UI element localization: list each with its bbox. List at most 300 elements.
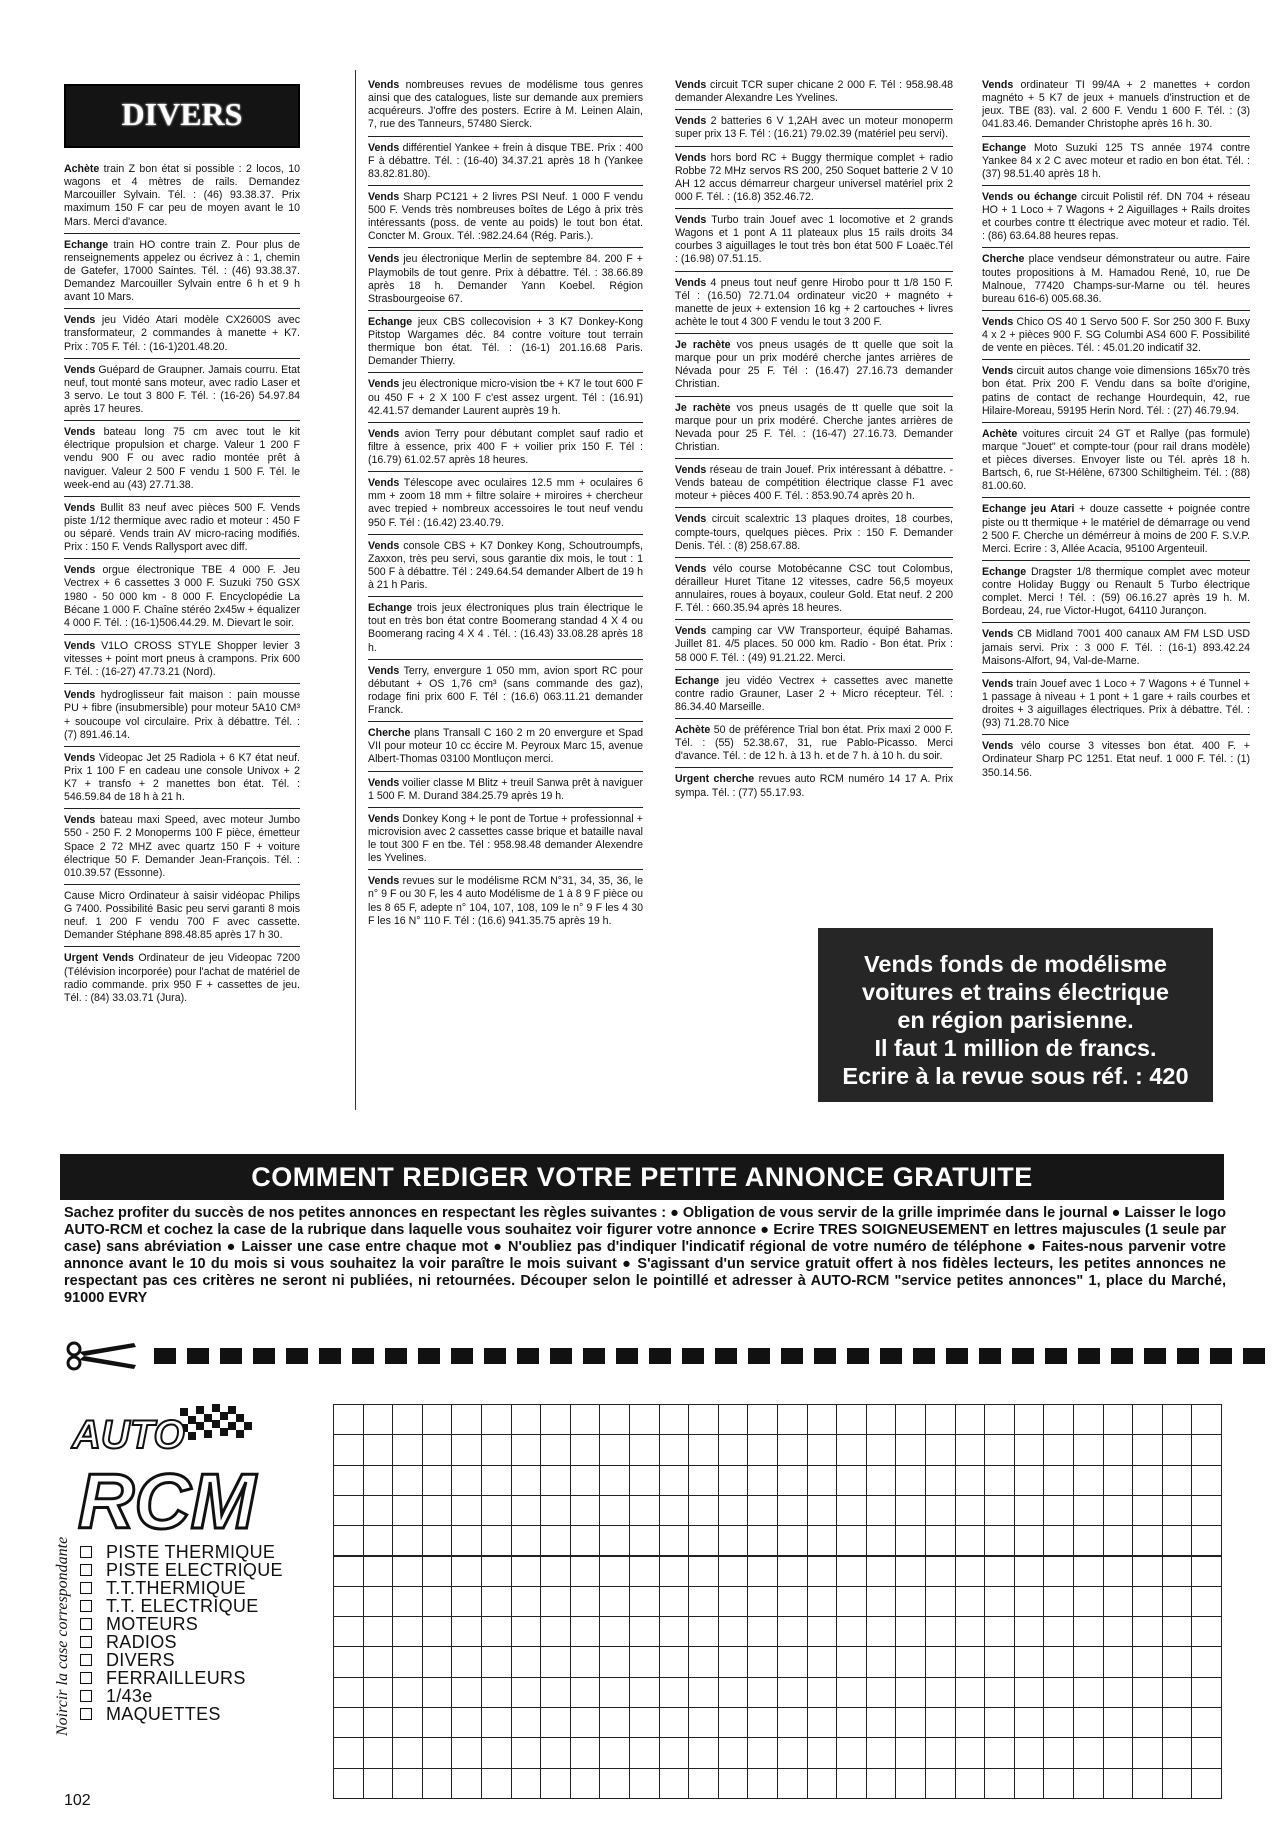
- grid-cell[interactable]: [392, 1404, 423, 1435]
- grid-cell[interactable]: [688, 1646, 719, 1677]
- grid-cell[interactable]: [984, 1586, 1015, 1617]
- grid-cell[interactable]: [955, 1404, 986, 1435]
- grid-cell[interactable]: [481, 1677, 512, 1708]
- grid-cell[interactable]: [570, 1768, 601, 1799]
- grid-cell[interactable]: [451, 1434, 482, 1465]
- grid-cell[interactable]: [807, 1616, 838, 1647]
- grid-cell[interactable]: [836, 1646, 867, 1677]
- grid-cell[interactable]: [659, 1556, 690, 1587]
- grid-cell[interactable]: [866, 1495, 897, 1526]
- grid-cell[interactable]: [481, 1556, 512, 1587]
- grid-cell[interactable]: [570, 1495, 601, 1526]
- grid-cell[interactable]: [481, 1646, 512, 1677]
- grid-cell[interactable]: [955, 1707, 986, 1738]
- grid-cell[interactable]: [777, 1646, 808, 1677]
- grid-cell[interactable]: [688, 1525, 719, 1556]
- grid-cell[interactable]: [1073, 1737, 1104, 1768]
- grid-cell[interactable]: [363, 1768, 394, 1799]
- grid-cell[interactable]: [777, 1586, 808, 1617]
- grid-cell[interactable]: [718, 1707, 749, 1738]
- grid-cell[interactable]: [1162, 1525, 1193, 1556]
- grid-cell[interactable]: [1132, 1525, 1163, 1556]
- grid-cell[interactable]: [629, 1646, 660, 1677]
- grid-cell[interactable]: [925, 1737, 956, 1768]
- grid-cell[interactable]: [925, 1707, 956, 1738]
- category-checkbox[interactable]: [80, 1654, 92, 1666]
- grid-cell[interactable]: [747, 1465, 778, 1496]
- grid-cell[interactable]: [807, 1525, 838, 1556]
- grid-cell[interactable]: [570, 1556, 601, 1587]
- grid-cell[interactable]: [1103, 1646, 1134, 1677]
- grid-cell[interactable]: [1014, 1525, 1045, 1556]
- grid-cell[interactable]: [363, 1525, 394, 1556]
- grid-cell[interactable]: [1132, 1434, 1163, 1465]
- grid-cell[interactable]: [599, 1556, 630, 1587]
- grid-cell[interactable]: [511, 1495, 542, 1526]
- grid-cell[interactable]: [599, 1646, 630, 1677]
- category-option[interactable]: [80, 1687, 283, 1705]
- grid-cell[interactable]: [451, 1586, 482, 1617]
- grid-cell[interactable]: [599, 1404, 630, 1435]
- category-option[interactable]: [80, 1705, 283, 1723]
- grid-cell[interactable]: [1103, 1404, 1134, 1435]
- grid-cell[interactable]: [807, 1495, 838, 1526]
- grid-cell[interactable]: [984, 1616, 1015, 1647]
- grid-cell[interactable]: [629, 1768, 660, 1799]
- grid-cell[interactable]: [1043, 1465, 1074, 1496]
- grid-cell[interactable]: [984, 1737, 1015, 1768]
- category-checkbox[interactable]: [80, 1690, 92, 1702]
- grid-cell[interactable]: [807, 1768, 838, 1799]
- grid-cell[interactable]: [836, 1677, 867, 1708]
- grid-cell[interactable]: [392, 1525, 423, 1556]
- grid-cell[interactable]: [777, 1404, 808, 1435]
- grid-cell[interactable]: [599, 1616, 630, 1647]
- grid-cell[interactable]: [925, 1556, 956, 1587]
- grid-cell[interactable]: [747, 1556, 778, 1587]
- grid-cell[interactable]: [747, 1434, 778, 1465]
- grid-cell[interactable]: [659, 1707, 690, 1738]
- grid-cell[interactable]: [363, 1677, 394, 1708]
- grid-cell[interactable]: [511, 1465, 542, 1496]
- grid-cell[interactable]: [333, 1646, 364, 1677]
- grid-cell[interactable]: [481, 1616, 512, 1647]
- grid-cell[interactable]: [1073, 1465, 1104, 1496]
- grid-cell[interactable]: [955, 1525, 986, 1556]
- grid-cell[interactable]: [599, 1677, 630, 1708]
- grid-cell[interactable]: [659, 1768, 690, 1799]
- grid-cell[interactable]: [1191, 1616, 1222, 1647]
- grid-cell[interactable]: [984, 1677, 1015, 1708]
- grid-cell[interactable]: [1132, 1646, 1163, 1677]
- category-checkbox[interactable]: [80, 1582, 92, 1594]
- grid-cell[interactable]: [599, 1495, 630, 1526]
- grid-cell[interactable]: [807, 1434, 838, 1465]
- grid-cell[interactable]: [570, 1404, 601, 1435]
- grid-cell[interactable]: [807, 1404, 838, 1435]
- grid-cell[interactable]: [1132, 1616, 1163, 1647]
- grid-cell[interactable]: [955, 1616, 986, 1647]
- grid-cell[interactable]: [718, 1737, 749, 1768]
- grid-cell[interactable]: [451, 1556, 482, 1587]
- grid-cell[interactable]: [451, 1495, 482, 1526]
- grid-cell[interactable]: [747, 1646, 778, 1677]
- grid-cell[interactable]: [629, 1525, 660, 1556]
- grid-cell[interactable]: [570, 1586, 601, 1617]
- grid-cell[interactable]: [599, 1586, 630, 1617]
- grid-cell[interactable]: [629, 1556, 660, 1587]
- grid-cell[interactable]: [984, 1556, 1015, 1587]
- grid-cell[interactable]: [481, 1707, 512, 1738]
- grid-cell[interactable]: [777, 1465, 808, 1496]
- grid-cell[interactable]: [1043, 1616, 1074, 1647]
- grid-cell[interactable]: [363, 1616, 394, 1647]
- category-option[interactable]: [80, 1669, 283, 1687]
- grid-cell[interactable]: [807, 1677, 838, 1708]
- grid-cell[interactable]: [1073, 1616, 1104, 1647]
- grid-cell[interactable]: [1162, 1556, 1193, 1587]
- grid-cell[interactable]: [688, 1556, 719, 1587]
- grid-cell[interactable]: [599, 1707, 630, 1738]
- grid-cell[interactable]: [1043, 1586, 1074, 1617]
- grid-cell[interactable]: [540, 1556, 571, 1587]
- grid-cell[interactable]: [1014, 1556, 1045, 1587]
- grid-cell[interactable]: [895, 1495, 926, 1526]
- grid-cell[interactable]: [363, 1707, 394, 1738]
- grid-cell[interactable]: [570, 1677, 601, 1708]
- grid-cell[interactable]: [836, 1495, 867, 1526]
- grid-cell[interactable]: [866, 1525, 897, 1556]
- grid-cell[interactable]: [1073, 1525, 1104, 1556]
- grid-cell[interactable]: [747, 1586, 778, 1617]
- grid-cell[interactable]: [599, 1525, 630, 1556]
- grid-cell[interactable]: [392, 1434, 423, 1465]
- grid-cell[interactable]: [540, 1525, 571, 1556]
- grid-cell[interactable]: [333, 1495, 364, 1526]
- grid-cell[interactable]: [422, 1465, 453, 1496]
- grid-cell[interactable]: [1103, 1434, 1134, 1465]
- grid-cell[interactable]: [1132, 1586, 1163, 1617]
- grid-cell[interactable]: [718, 1646, 749, 1677]
- grid-cell[interactable]: [866, 1707, 897, 1738]
- grid-cell[interactable]: [363, 1495, 394, 1526]
- grid-cell[interactable]: [540, 1737, 571, 1768]
- grid-cell[interactable]: [836, 1434, 867, 1465]
- grid-cell[interactable]: [1073, 1677, 1104, 1708]
- grid-cell[interactable]: [540, 1707, 571, 1738]
- grid-cell[interactable]: [1103, 1495, 1134, 1526]
- grid-cell[interactable]: [1162, 1707, 1193, 1738]
- grid-cell[interactable]: [777, 1556, 808, 1587]
- grid-cell[interactable]: [659, 1586, 690, 1617]
- grid-cell[interactable]: [718, 1495, 749, 1526]
- grid-cell[interactable]: [895, 1646, 926, 1677]
- grid-cell[interactable]: [1132, 1768, 1163, 1799]
- grid-cell[interactable]: [1043, 1525, 1074, 1556]
- grid-cell[interactable]: [451, 1646, 482, 1677]
- grid-cell[interactable]: [659, 1616, 690, 1647]
- grid-cell[interactable]: [718, 1434, 749, 1465]
- grid-cell[interactable]: [836, 1768, 867, 1799]
- grid-cell[interactable]: [570, 1525, 601, 1556]
- grid-cell[interactable]: [836, 1616, 867, 1647]
- grid-cell[interactable]: [747, 1737, 778, 1768]
- grid-cell[interactable]: [363, 1465, 394, 1496]
- grid-cell[interactable]: [895, 1434, 926, 1465]
- grid-cell[interactable]: [363, 1556, 394, 1587]
- grid-cell[interactable]: [333, 1556, 364, 1587]
- grid-cell[interactable]: [984, 1768, 1015, 1799]
- grid-cell[interactable]: [866, 1616, 897, 1647]
- grid-cell[interactable]: [333, 1465, 364, 1496]
- grid-cell[interactable]: [984, 1525, 1015, 1556]
- grid-cell[interactable]: [392, 1737, 423, 1768]
- grid-cell[interactable]: [807, 1556, 838, 1587]
- grid-cell[interactable]: [540, 1768, 571, 1799]
- grid-cell[interactable]: [984, 1646, 1015, 1677]
- grid-cell[interactable]: [747, 1677, 778, 1708]
- grid-cell[interactable]: [836, 1737, 867, 1768]
- grid-cell[interactable]: [895, 1556, 926, 1587]
- grid-cell[interactable]: [422, 1768, 453, 1799]
- grid-cell[interactable]: [955, 1495, 986, 1526]
- grid-cell[interactable]: [1043, 1646, 1074, 1677]
- grid-cell[interactable]: [511, 1586, 542, 1617]
- grid-cell[interactable]: [925, 1404, 956, 1435]
- grid-cell[interactable]: [481, 1465, 512, 1496]
- grid-cell[interactable]: [925, 1465, 956, 1496]
- grid-cell[interactable]: [451, 1737, 482, 1768]
- grid-cell[interactable]: [984, 1495, 1015, 1526]
- grid-cell[interactable]: [1132, 1495, 1163, 1526]
- grid-cell[interactable]: [392, 1465, 423, 1496]
- grid-cell[interactable]: [1191, 1737, 1222, 1768]
- grid-cell[interactable]: [481, 1525, 512, 1556]
- grid-cell[interactable]: [925, 1434, 956, 1465]
- category-checkbox[interactable]: [80, 1708, 92, 1720]
- grid-cell[interactable]: [1132, 1707, 1163, 1738]
- grid-cell[interactable]: [718, 1465, 749, 1496]
- grid-cell[interactable]: [777, 1677, 808, 1708]
- grid-cell[interactable]: [392, 1707, 423, 1738]
- grid-cell[interactable]: [984, 1465, 1015, 1496]
- grid-cell[interactable]: [718, 1556, 749, 1587]
- grid-cell[interactable]: [422, 1677, 453, 1708]
- grid-cell[interactable]: [1103, 1707, 1134, 1738]
- grid-cell[interactable]: [807, 1707, 838, 1738]
- category-option[interactable]: [80, 1651, 283, 1669]
- grid-cell[interactable]: [1073, 1707, 1104, 1738]
- grid-cell[interactable]: [511, 1556, 542, 1587]
- grid-cell[interactable]: [629, 1465, 660, 1496]
- grid-cell[interactable]: [1043, 1404, 1074, 1435]
- grid-cell[interactable]: [392, 1646, 423, 1677]
- grid-cell[interactable]: [1162, 1495, 1193, 1526]
- grid-cell[interactable]: [511, 1525, 542, 1556]
- grid-cell[interactable]: [422, 1586, 453, 1617]
- grid-cell[interactable]: [1103, 1616, 1134, 1647]
- grid-cell[interactable]: [1191, 1495, 1222, 1526]
- grid-cell[interactable]: [718, 1525, 749, 1556]
- grid-cell[interactable]: [1014, 1495, 1045, 1526]
- grid-cell[interactable]: [1132, 1465, 1163, 1496]
- grid-cell[interactable]: [1014, 1434, 1045, 1465]
- grid-cell[interactable]: [333, 1586, 364, 1617]
- grid-cell[interactable]: [333, 1616, 364, 1647]
- grid-cell[interactable]: [1191, 1434, 1222, 1465]
- grid-cell[interactable]: [599, 1434, 630, 1465]
- grid-cell[interactable]: [747, 1495, 778, 1526]
- grid-cell[interactable]: [333, 1707, 364, 1738]
- grid-cell[interactable]: [955, 1434, 986, 1465]
- grid-cell[interactable]: [629, 1404, 660, 1435]
- grid-cell[interactable]: [659, 1495, 690, 1526]
- grid-cell[interactable]: [1014, 1707, 1045, 1738]
- grid-cell[interactable]: [1132, 1556, 1163, 1587]
- grid-cell[interactable]: [659, 1737, 690, 1768]
- grid-cell[interactable]: [718, 1616, 749, 1647]
- grid-cell[interactable]: [392, 1586, 423, 1617]
- grid-cell[interactable]: [955, 1586, 986, 1617]
- grid-cell[interactable]: [451, 1768, 482, 1799]
- grid-cell[interactable]: [511, 1768, 542, 1799]
- grid-cell[interactable]: [629, 1707, 660, 1738]
- grid-cell[interactable]: [1191, 1404, 1222, 1435]
- grid-cell[interactable]: [392, 1616, 423, 1647]
- grid-cell[interactable]: [1014, 1737, 1045, 1768]
- grid-cell[interactable]: [333, 1768, 364, 1799]
- grid-cell[interactable]: [1162, 1616, 1193, 1647]
- grid-cell[interactable]: [1191, 1707, 1222, 1738]
- grid-cell[interactable]: [895, 1677, 926, 1708]
- grid-cell[interactable]: [1162, 1404, 1193, 1435]
- grid-cell[interactable]: [540, 1677, 571, 1708]
- grid-cell[interactable]: [747, 1707, 778, 1738]
- grid-cell[interactable]: [1162, 1677, 1193, 1708]
- category-checkbox[interactable]: [80, 1672, 92, 1684]
- grid-cell[interactable]: [866, 1556, 897, 1587]
- grid-cell[interactable]: [866, 1586, 897, 1617]
- grid-cell[interactable]: [540, 1465, 571, 1496]
- grid-cell[interactable]: [895, 1525, 926, 1556]
- grid-cell[interactable]: [540, 1495, 571, 1526]
- grid-cell[interactable]: [777, 1768, 808, 1799]
- grid-cell[interactable]: [659, 1525, 690, 1556]
- grid-cell[interactable]: [836, 1556, 867, 1587]
- grid-cell[interactable]: [481, 1768, 512, 1799]
- grid-cell[interactable]: [866, 1404, 897, 1435]
- grid-cell[interactable]: [333, 1525, 364, 1556]
- grid-cell[interactable]: [895, 1737, 926, 1768]
- category-checkbox[interactable]: [80, 1636, 92, 1648]
- grid-cell[interactable]: [777, 1525, 808, 1556]
- grid-cell[interactable]: [422, 1616, 453, 1647]
- grid-cell[interactable]: [718, 1586, 749, 1617]
- grid-cell[interactable]: [629, 1616, 660, 1647]
- category-option[interactable]: [80, 1543, 283, 1561]
- category-option[interactable]: [80, 1597, 283, 1615]
- grid-cell[interactable]: [955, 1465, 986, 1496]
- grid-cell[interactable]: [925, 1768, 956, 1799]
- grid-cell[interactable]: [688, 1768, 719, 1799]
- grid-cell[interactable]: [1043, 1768, 1074, 1799]
- category-option[interactable]: [80, 1579, 283, 1597]
- grid-cell[interactable]: [1014, 1404, 1045, 1435]
- grid-cell[interactable]: [363, 1434, 394, 1465]
- grid-cell[interactable]: [1162, 1465, 1193, 1496]
- grid-cell[interactable]: [481, 1434, 512, 1465]
- grid-cell[interactable]: [481, 1586, 512, 1617]
- grid-cell[interactable]: [688, 1434, 719, 1465]
- grid-cell[interactable]: [1191, 1465, 1222, 1496]
- category-checkbox[interactable]: [80, 1546, 92, 1558]
- grid-cell[interactable]: [895, 1465, 926, 1496]
- grid-cell[interactable]: [511, 1434, 542, 1465]
- grid-cell[interactable]: [836, 1525, 867, 1556]
- grid-cell[interactable]: [511, 1737, 542, 1768]
- grid-cell[interactable]: [984, 1404, 1015, 1435]
- grid-cell[interactable]: [1103, 1525, 1134, 1556]
- grid-cell[interactable]: [747, 1768, 778, 1799]
- grid-cell[interactable]: [688, 1677, 719, 1708]
- grid-cell[interactable]: [866, 1768, 897, 1799]
- grid-cell[interactable]: [570, 1616, 601, 1647]
- grid-cell[interactable]: [925, 1616, 956, 1647]
- grid-cell[interactable]: [570, 1737, 601, 1768]
- grid-cell[interactable]: [1043, 1434, 1074, 1465]
- grid-cell[interactable]: [363, 1404, 394, 1435]
- grid-cell[interactable]: [333, 1737, 364, 1768]
- grid-cell[interactable]: [599, 1768, 630, 1799]
- category-option[interactable]: [80, 1615, 283, 1633]
- grid-cell[interactable]: [1162, 1768, 1193, 1799]
- grid-cell[interactable]: [955, 1768, 986, 1799]
- grid-cell[interactable]: [895, 1404, 926, 1435]
- grid-cell[interactable]: [925, 1586, 956, 1617]
- grid-cell[interactable]: [1103, 1556, 1134, 1587]
- grid-cell[interactable]: [422, 1646, 453, 1677]
- grid-cell[interactable]: [422, 1404, 453, 1435]
- grid-cell[interactable]: [1103, 1465, 1134, 1496]
- grid-cell[interactable]: [570, 1646, 601, 1677]
- grid-cell[interactable]: [629, 1434, 660, 1465]
- grid-cell[interactable]: [866, 1646, 897, 1677]
- grid-cell[interactable]: [540, 1404, 571, 1435]
- grid-cell[interactable]: [451, 1525, 482, 1556]
- grid-cell[interactable]: [1162, 1737, 1193, 1768]
- grid-cell[interactable]: [422, 1737, 453, 1768]
- category-checkbox[interactable]: [80, 1600, 92, 1612]
- grid-cell[interactable]: [718, 1768, 749, 1799]
- grid-cell[interactable]: [1132, 1404, 1163, 1435]
- grid-cell[interactable]: [451, 1677, 482, 1708]
- grid-cell[interactable]: [540, 1434, 571, 1465]
- grid-cell[interactable]: [392, 1556, 423, 1587]
- grid-cell[interactable]: [718, 1677, 749, 1708]
- grid-cell[interactable]: [333, 1434, 364, 1465]
- grid-cell[interactable]: [1014, 1646, 1045, 1677]
- grid-cell[interactable]: [1191, 1646, 1222, 1677]
- grid-cell[interactable]: [511, 1707, 542, 1738]
- grid-cell[interactable]: [895, 1586, 926, 1617]
- grid-cell[interactable]: [807, 1737, 838, 1768]
- grid-cell[interactable]: [511, 1646, 542, 1677]
- grid-cell[interactable]: [333, 1677, 364, 1708]
- grid-cell[interactable]: [984, 1707, 1015, 1738]
- grid-cell[interactable]: [1103, 1677, 1134, 1708]
- grid-cell[interactable]: [925, 1646, 956, 1677]
- grid-cell[interactable]: [1132, 1737, 1163, 1768]
